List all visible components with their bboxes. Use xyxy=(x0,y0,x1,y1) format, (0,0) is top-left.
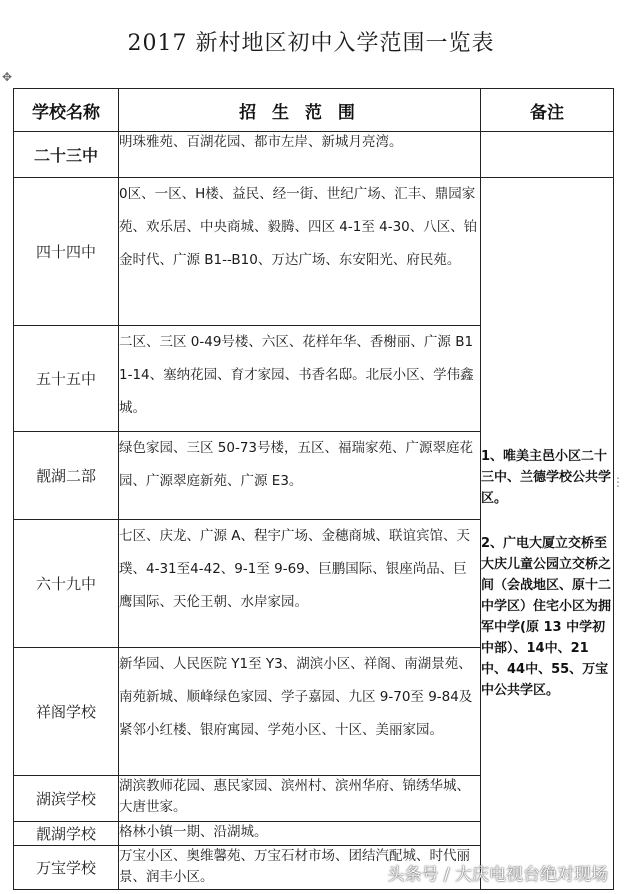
school-name: 六十九中 xyxy=(14,520,119,648)
school-name: 祥阁学校 xyxy=(14,648,119,776)
watermark: 头条号 / 大庆电视台绝对现场 xyxy=(387,865,608,885)
school-name: 靓湖学校 xyxy=(14,822,119,846)
table-row xyxy=(14,178,614,326)
enrollment-range: 新华园、人民医院 Y1至 Y3、湖滨小区、祥阁、南湖景苑、南苑新城、顺峰绿色家园、学子嘉园、九区 9-70至 9-84及紧邻小红楼、银府寓园、学苑小区、十区、美丽家园。 xyxy=(119,648,481,776)
edge-resize-handle-icon[interactable]: ⋮ xyxy=(612,475,624,489)
table-row xyxy=(14,132,614,178)
enrollment-range: 万宝小区、奥维馨苑、万宝石材市场、团结汽配城、时代丽景、润丰小区。 xyxy=(119,846,481,890)
enrollment-range: 二区、三区 0-49号楼、六区、花样年华、香榭丽、广源 B11-14、塞纳花园、育才家园、书香名邸。北辰小区、学伟鑫城。 xyxy=(119,326,481,432)
enrollment-range: 绿色家园、三区 50-73号楼，五区、福瑞家苑、广源翠庭花园、广源翠庭新苑、广源 E3。 xyxy=(119,432,481,520)
school-name: 五十五中 xyxy=(14,326,119,432)
school-name: 靓湖二部 xyxy=(14,432,119,520)
school-name: 湖滨学校 xyxy=(14,776,119,822)
enrollment-table xyxy=(13,88,614,890)
school-name: 四十四中 xyxy=(14,178,119,326)
table-move-handle-icon[interactable]: ✥ xyxy=(1,70,13,84)
enrollment-range: 0区、一区、H楼、益民、经一街、世纪广场、汇丰、鼎园家苑、欢乐居、中央商城、毅腾、四区 4-1至 4-30、八区、铂金时代、广源 B1--B10、万达广场、东安阳光、府民苑。 xyxy=(119,178,481,326)
notes-cell-top xyxy=(481,132,614,178)
enrollment-range: 七区、庆龙、广源 A、程宇广场、金穗商城、联谊宾馆、天璞、4-31至4-42、9-1至 9-69、巨鹏国际、银座尚品、巨鹰国际、天伦王朝、水岸家园。 xyxy=(119,520,481,648)
header-notes: 备注 xyxy=(481,89,614,132)
school-name: 万宝学校 xyxy=(14,846,119,890)
school-name: 二十三中 xyxy=(14,132,119,178)
enrollment-range: 明珠雅苑、百湖花园、都市左岸、新城月亮湾。 xyxy=(119,132,481,178)
page-title: 2017 新村地区初中入学范围一览表 xyxy=(127,31,495,56)
note-2: 2、广电大厦立交桥至大庆儿童公园立交桥之间（会战地区、原十二中学区）住宅小区为拥军中学(原 13 中学初中部）、14中、21中、44中、55、万宝中公共学区。 xyxy=(481,536,612,698)
notes-cell xyxy=(481,178,614,890)
note-1: 1、唯美主邑小区二十三中、兰德学校公共学区。 xyxy=(481,449,612,506)
enrollment-range: 湖滨教师花园、惠民家园、滨州村、滨州华府、锦绣华城、大唐世家。 xyxy=(119,776,481,822)
table-header-row xyxy=(14,89,614,132)
header-range: 招 生 范 围 xyxy=(119,89,481,132)
enrollment-range: 格林小镇一期、沿湖城。 xyxy=(119,822,481,846)
header-school: 学校名称 xyxy=(14,89,119,132)
